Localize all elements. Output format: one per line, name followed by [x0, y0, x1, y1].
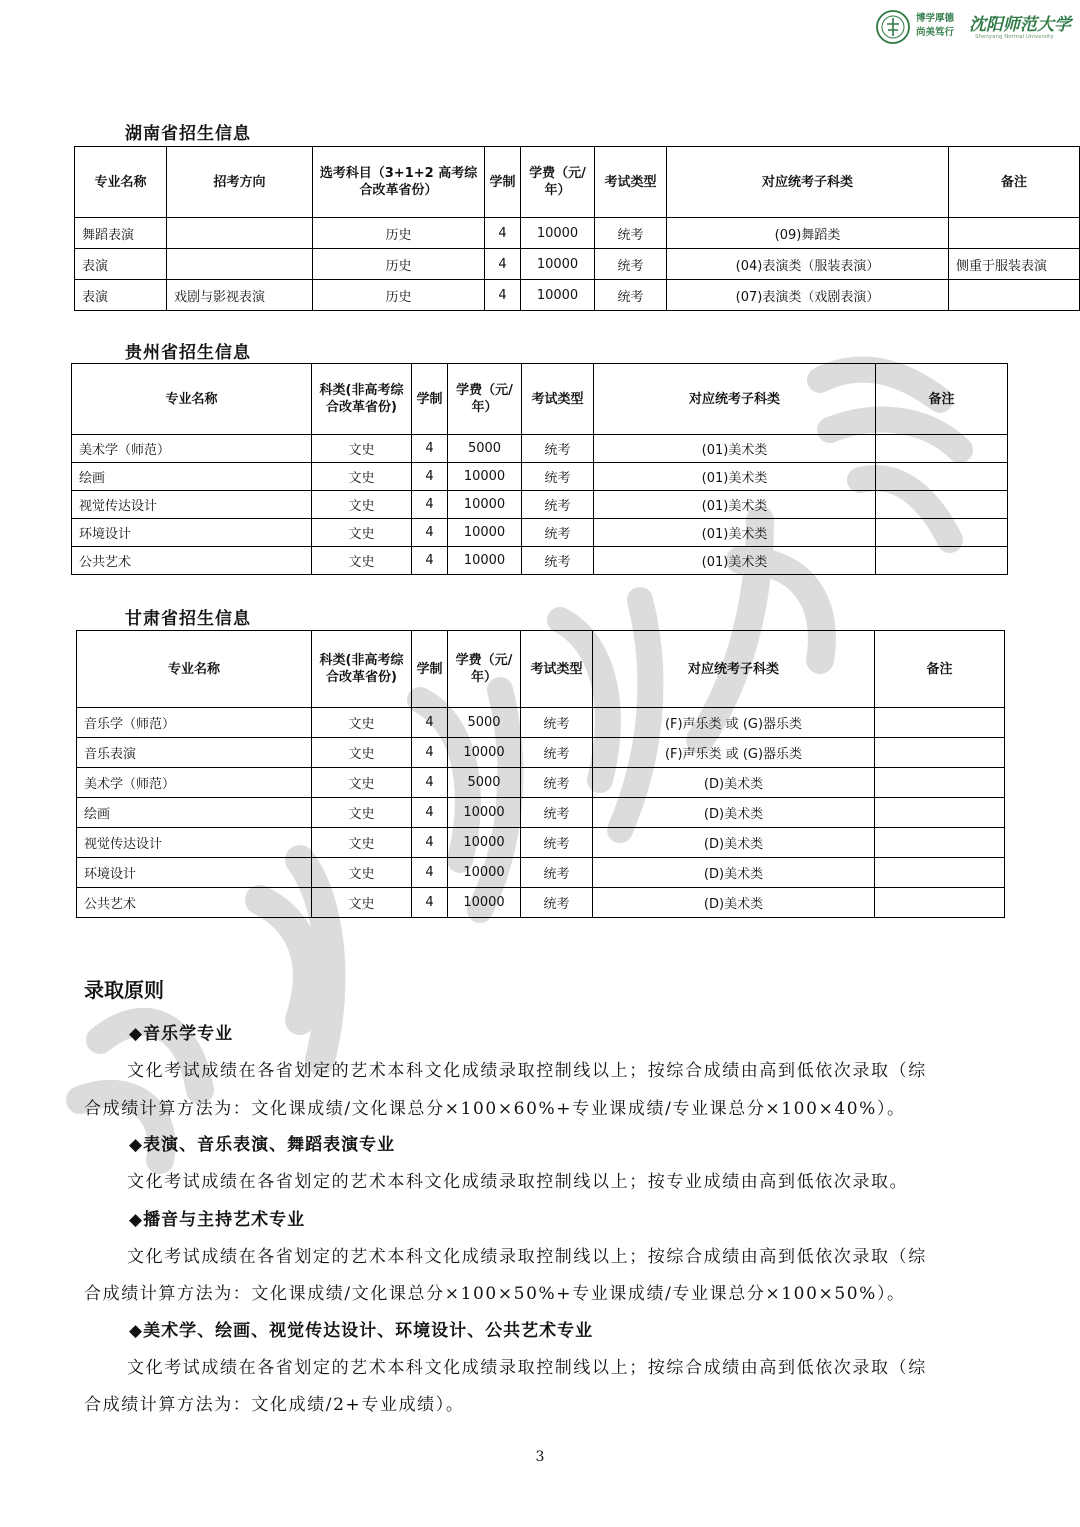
table-cell	[875, 828, 1005, 858]
table-cell: 统考	[595, 280, 667, 311]
table-cell: 5000	[448, 768, 521, 798]
table-cell: 4	[412, 798, 448, 828]
table-cell: 历史	[313, 218, 485, 249]
table-cell: 美术学（师范）	[77, 768, 312, 798]
column-header: 备注	[949, 147, 1080, 218]
table-cell: 统考	[521, 828, 593, 858]
table-cell: 舞蹈表演	[75, 218, 167, 249]
table-cell	[875, 888, 1005, 918]
page-number: 3	[535, 1449, 545, 1465]
column-header: 学费（元/年）	[448, 631, 521, 708]
table-cell: 绘画	[77, 798, 312, 828]
table-cell: (01)美术类	[594, 463, 876, 491]
table-cell: 4	[412, 738, 448, 768]
table-cell: 文史	[312, 519, 412, 547]
fine-arts-paragraph-line: 合成绩计算方法为：文化成绩/2+专业成绩）。	[84, 1395, 465, 1415]
music-paragraph-line: 文化考试成绩在各省划定的艺术本科文化成绩录取控制线以上；按综合成绩由高到低依次录取（综	[127, 1061, 927, 1081]
table-cell: 10000	[448, 798, 521, 828]
table-cell: (D)美术类	[593, 768, 875, 798]
column-header: 科类(非高考综合改革省份)	[312, 631, 412, 708]
table-cell: (F)声乐类 或 (G)器乐类	[593, 738, 875, 768]
principles-heading: 录取原则	[84, 978, 164, 1002]
table-cell: 5000	[448, 708, 521, 738]
table-cell: 文史	[312, 858, 412, 888]
table-cell: 文史	[312, 828, 412, 858]
table-cell: 10000	[448, 738, 521, 768]
fine-arts-subheading: ◆美术学、绘画、视觉传达设计、环境设计、公共艺术专业	[129, 1321, 594, 1341]
table-cell: (04)表演类（服装表演）	[667, 249, 949, 280]
table-row	[77, 858, 1005, 888]
university-emblem-icon	[876, 10, 910, 44]
music-subheading: ◆音乐学专业	[129, 1024, 234, 1044]
table-cell: 文史	[312, 798, 412, 828]
table-cell: 统考	[522, 435, 594, 463]
table-cell: (07)表演类（戏剧表演）	[667, 280, 949, 311]
table-cell: (D)美术类	[593, 888, 875, 918]
table-cell: 统考	[522, 491, 594, 519]
performance-paragraph-line: 文化考试成绩在各省划定的艺术本科文化成绩录取控制线以上；按专业成绩由高到低依次录取。	[127, 1172, 909, 1192]
table-cell: 统考	[522, 547, 594, 575]
gansu-section-title: 甘肃省招生信息	[125, 609, 251, 629]
column-header: 学制	[412, 631, 448, 708]
music-paragraph-line: 合成绩计算方法为：文化课成绩/文化课总分×100×60%+专业课成绩/专业课总分×100×40%）。	[84, 1099, 906, 1119]
column-header: 学费（元/年）	[521, 147, 595, 218]
table-cell: 统考	[521, 738, 593, 768]
table-row	[77, 708, 1005, 738]
table-cell	[949, 218, 1080, 249]
table-row	[77, 738, 1005, 768]
table-cell: 视觉传达设计	[72, 491, 312, 519]
column-header: 对应统考子科类	[594, 364, 876, 435]
table-row	[75, 249, 1080, 280]
table-cell: 戏剧与影视表演	[167, 280, 313, 311]
table-cell: 文史	[312, 738, 412, 768]
table-cell: 音乐表演	[77, 738, 312, 768]
table-row	[77, 828, 1005, 858]
table-cell	[876, 519, 1008, 547]
table-cell: 统考	[595, 218, 667, 249]
broadcast-paragraph-line: 文化考试成绩在各省划定的艺术本科文化成绩录取控制线以上；按综合成绩由高到低依次录取（综	[127, 1247, 927, 1267]
column-header: 专业名称	[72, 364, 312, 435]
table-cell: 4	[412, 491, 448, 519]
table-cell: 10000	[448, 491, 522, 519]
table-cell: 文史	[312, 491, 412, 519]
table-cell: 4	[412, 463, 448, 491]
column-header: 备注	[876, 364, 1008, 435]
table-cell: 10000	[521, 249, 595, 280]
table-cell: 音乐学（师范）	[77, 708, 312, 738]
column-header: 学费（元/年）	[448, 364, 522, 435]
table-cell: 4	[485, 218, 521, 249]
table-row	[72, 463, 1008, 491]
table-cell: (D)美术类	[593, 798, 875, 828]
table-cell: 10000	[448, 888, 521, 918]
table-cell: 文史	[312, 547, 412, 575]
table-cell: 表演	[75, 249, 167, 280]
table-cell: 4	[412, 435, 448, 463]
table-cell: 文史	[312, 463, 412, 491]
table-cell	[875, 798, 1005, 828]
table-cell	[875, 768, 1005, 798]
table-cell: 4	[412, 547, 448, 575]
table-cell: 视觉传达设计	[77, 828, 312, 858]
table-cell: 10000	[521, 218, 595, 249]
table-cell: 4	[412, 768, 448, 798]
table-cell: (09)舞蹈类	[667, 218, 949, 249]
column-header: 对应统考子科类	[667, 147, 949, 218]
performance-subheading: ◆表演、音乐表演、舞蹈表演专业	[129, 1135, 396, 1155]
table-row	[75, 218, 1080, 249]
table-cell: 表演	[75, 280, 167, 311]
table-cell	[876, 547, 1008, 575]
table-header-row	[72, 364, 1008, 435]
table-cell: 美术学（师范）	[72, 435, 312, 463]
table-cell: 公共艺术	[77, 888, 312, 918]
table-cell: 统考	[522, 519, 594, 547]
table-cell: (F)声乐类 或 (G)器乐类	[593, 708, 875, 738]
table-cell: (D)美术类	[593, 828, 875, 858]
table-cell: 5000	[448, 435, 522, 463]
table-cell	[876, 463, 1008, 491]
table-cell: 4	[412, 519, 448, 547]
column-header: 招考方向	[167, 147, 313, 218]
table-row	[72, 491, 1008, 519]
table-cell	[876, 491, 1008, 519]
university-name-en: Shenyang Normal University	[975, 34, 1054, 40]
table-cell: 公共艺术	[72, 547, 312, 575]
table-cell: 4	[412, 858, 448, 888]
table-cell: 10000	[448, 858, 521, 888]
column-header: 备注	[875, 631, 1005, 708]
table-header-row	[77, 631, 1005, 708]
table-cell: 历史	[313, 280, 485, 311]
table-cell	[876, 435, 1008, 463]
table-cell: 侧重于服装表演	[949, 249, 1080, 280]
table-cell: 统考	[522, 463, 594, 491]
hunan-section-title: 湖南省招生信息	[125, 124, 251, 144]
table-cell: 环境设计	[77, 858, 312, 888]
table-cell: 4	[412, 888, 448, 918]
table-cell: (01)美术类	[594, 547, 876, 575]
table-row	[72, 519, 1008, 547]
table-cell: 4	[485, 280, 521, 311]
table-cell: 10000	[448, 463, 522, 491]
table-cell: 绘画	[72, 463, 312, 491]
table-cell: (01)美术类	[594, 519, 876, 547]
table-cell: 10000	[521, 280, 595, 311]
table-cell	[949, 280, 1080, 311]
column-header: 对应统考子科类	[593, 631, 875, 708]
table-cell: 10000	[448, 828, 521, 858]
column-header: 选考科目（3+1+2 高考综合改革省份）	[313, 147, 485, 218]
table-cell: 4	[412, 828, 448, 858]
guizhou-section-title: 贵州省招生信息	[125, 343, 251, 363]
table-header-row	[75, 147, 1080, 218]
column-header: 专业名称	[77, 631, 312, 708]
table-cell: 统考	[595, 249, 667, 280]
hunan-table	[74, 146, 1080, 311]
table-cell: 4	[412, 708, 448, 738]
table-row	[75, 280, 1080, 311]
table-cell	[167, 218, 313, 249]
table-row	[72, 435, 1008, 463]
table-cell: 10000	[448, 519, 522, 547]
table-cell: 文史	[312, 888, 412, 918]
table-cell: 统考	[521, 888, 593, 918]
table-cell: 4	[485, 249, 521, 280]
column-header: 学制	[485, 147, 521, 218]
table-cell: 10000	[448, 547, 522, 575]
column-header: 学制	[412, 364, 448, 435]
table-row	[72, 547, 1008, 575]
table-row	[77, 798, 1005, 828]
table-cell	[875, 738, 1005, 768]
table-cell: (01)美术类	[594, 435, 876, 463]
table-cell: 历史	[313, 249, 485, 280]
guizhou-table	[71, 363, 1008, 575]
university-logo	[876, 10, 1072, 46]
table-cell: 文史	[312, 768, 412, 798]
table-cell: 统考	[521, 768, 593, 798]
table-cell: (01)美术类	[594, 491, 876, 519]
fine-arts-paragraph-line: 文化考试成绩在各省划定的艺术本科文化成绩录取控制线以上；按综合成绩由高到低依次录取（综	[127, 1358, 927, 1378]
table-row	[77, 888, 1005, 918]
column-header: 科类(非高考综合改革省份)	[312, 364, 412, 435]
table-cell: 统考	[521, 858, 593, 888]
university-name: 沈阳师范大学	[969, 15, 1071, 35]
table-row	[77, 768, 1005, 798]
table-cell: 统考	[521, 708, 593, 738]
broadcast-subheading: ◆播音与主持艺术专业	[129, 1210, 306, 1230]
broadcast-paragraph-line: 合成绩计算方法为：文化课成绩/文化课总分×100×50%+专业课成绩/专业课总分×100×50%）。	[84, 1284, 906, 1304]
gansu-table	[76, 630, 1005, 918]
column-header: 考试类型	[595, 147, 667, 218]
column-header: 专业名称	[75, 147, 167, 218]
table-cell: 环境设计	[72, 519, 312, 547]
table-cell	[875, 708, 1005, 738]
column-header: 考试类型	[522, 364, 594, 435]
table-cell	[167, 249, 313, 280]
university-motto: 博学厚德 尚美笃行	[916, 13, 955, 38]
table-cell	[875, 858, 1005, 888]
table-cell: 文史	[312, 708, 412, 738]
table-cell: 文史	[312, 435, 412, 463]
column-header: 考试类型	[521, 631, 593, 708]
table-cell: (D)美术类	[593, 858, 875, 888]
table-cell: 统考	[521, 798, 593, 828]
